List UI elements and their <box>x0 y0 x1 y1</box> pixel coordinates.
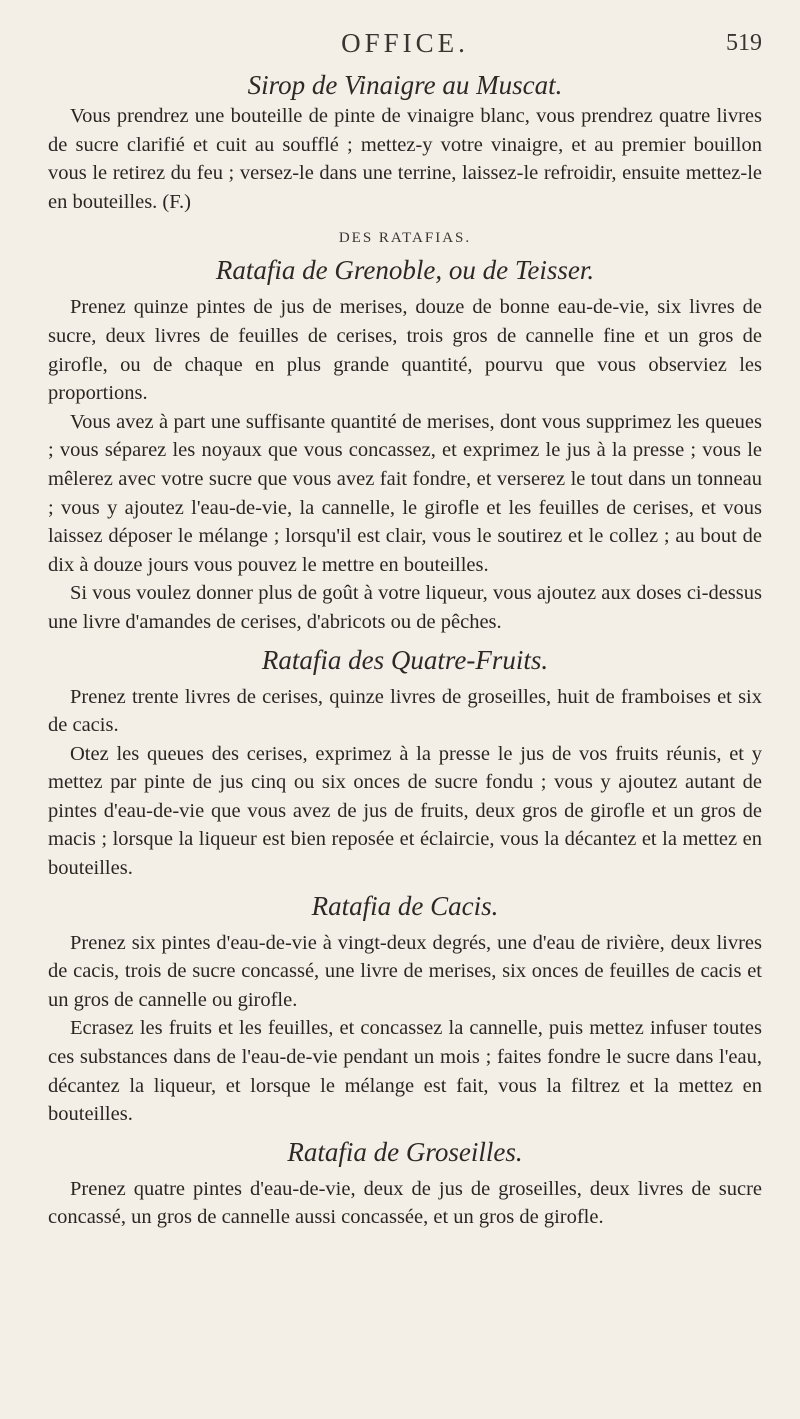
recipe-title-quatre-fruits: Ratafia des Quatre-Fruits. <box>261 644 549 675</box>
paragraph: Prenez trente livres de cerises, quinze livres de groseilles, huit de framboises et six de cacis. <box>48 685 762 737</box>
page-number: 519 <box>726 30 762 56</box>
page-header <box>48 28 762 68</box>
paragraph: Vous avez à part une suffisante quantité de merises, dont vous supprimez les queues ; vous séparez les noyaux que vous concassez, et exprimez le jus à la presse ; vous le mêlerez avec votre sucre que vous avez fait fondre, et verserez le tout dans un tonneau ; vous y ajoutez l'eau-de-vie, la cannelle, le girofle et les feuilles de cerises, et vous laissez déposer le mélange ; lorsqu'il est clair, vous le soutirez et le collez ; au bout de dix à douze jours vous pouvez le mettre en bouteilles. <box>48 410 762 576</box>
recipe-title-sirop: Sirop de Vinaigre au Muscat. <box>247 70 563 100</box>
paragraph: Prenez quatre pintes d'eau-de-vie, deux de jus de groseilles, deux livres de sucre concassé, un gros de cannelle aussi concassée, et un gros de girofle. <box>48 1177 762 1229</box>
running-title: OFFICE. <box>341 28 469 58</box>
paragraph: Prenez six pintes d'eau-de-vie à vingt-deux degrés, une d'eau de rivière, deux livres de cacis, trois de sucre concassé, une livre de merises, six onces de feuilles de cacis et un gros de cannelle ou girofle. <box>48 931 762 1011</box>
paragraph: Otez les queues des cerises, exprimez à la presse le jus de vos fruits réunis, et y mettez par pinte de jus cinq ou six onces de sucre fondu ; vous y ajoutez autant de pintes d'eau-de-vie que vous avez de jus de fruits, deux gros de girofle et un gros de macis ; lorsque la liqueur est bien reposée et éclaircie, vous la décantez et la mettez en bouteilles. <box>48 742 762 880</box>
paragraph: Prenez quinze pintes de jus de merises, douze de bonne eau-de-vie, six livres de sucre, deux livres de feuilles de cerises, trois gros de cannelle fine et un gros de girofle, ou de chaque en plus grande quantité, pourvu que vous observiez les proportions. <box>48 296 762 405</box>
section-label: DES RATAFIAS. <box>338 230 472 247</box>
recipe-title-cacis: Ratafia de Cacis. <box>311 890 499 921</box>
recipe-title-grenoble: Ratafia de Grenoble, ou de Teisser. <box>215 255 595 286</box>
recipe-title-groseilles: Ratafia de Groseilles. <box>287 1136 523 1167</box>
paragraph: Ecrasez les fruits et les feuilles, et concassez la cannelle, puis mettez infuser toutes ces substances dans de l'eau-de-vie pendant un mois ; faites fondre le sucre dans l'eau, décantez la liqueur, et lorsque le mélange est fait, vous la filtrez et la mettez en bouteilles. <box>48 1017 762 1126</box>
paragraph: Si vous voulez donner plus de goût à votre liqueur, vous ajoutez aux doses ci-dessus une livre d'amandes de cerises, d'abricots ou de pêches. <box>48 582 762 633</box>
paragraph: Vous prendrez une bouteille de pinte de vinaigre blanc, vous prendrez quatre livres de sucre clarifié et cuit au soufflé ; mettez-y votre vinaigre, et au premier bouillon vous le retirez du feu ; versez-le dans une terrine, laissez-le refroidir, ensuite mettez-le en bouteilles. (F.) <box>48 105 762 213</box>
